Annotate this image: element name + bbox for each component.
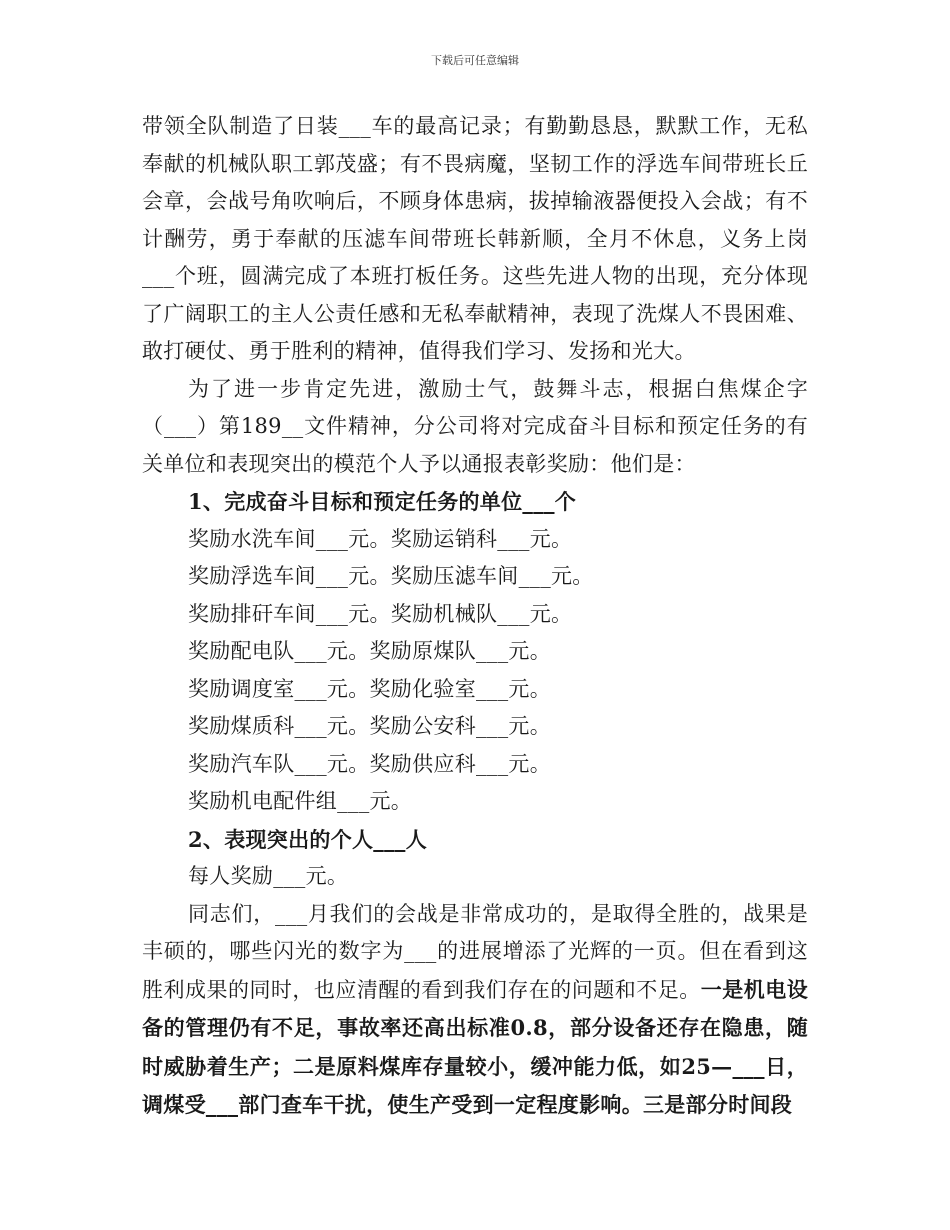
summary-issues-text: 一是机电设备的管理仍有不足，事故率还高出标准0.8，部分设备还存在隐患，随时威胁着生产；二是原料煤库存量较小，缓冲能力低，如25—___日，调煤受___部门查车干扰，使生产受到一定程度影响。三是部分时间段 — [142, 976, 808, 1117]
paragraph-advanced-individuals: 带领全队制造了日装___车的最高记录；有勤勤恳恳，默默工作，无私奉献的机械队职工郭茂盛；有不畏病魔，坚韧工作的浮选车间带班长丘会章，会战号角吹响后，不顾身体患病，拔掉输液器便投入会战；有不计酬劳，勇于奉献的压滤车间带班长韩新顺，全月不休息，义务上岗___个班，圆满完成了本班打板任务。这些先进人物的出现，充分体现了广阔职工的主人公责任感和无私奉献精神，表现了洗煤人不畏困难、敢打硬仗、勇于胜利的精神，值得我们学习、发扬和光大。 — [142, 114, 808, 363]
section-heading-individuals: 2、表现突出的个人___人 — [188, 826, 428, 852]
reward-line-individual: 每人奖励___元。 — [188, 864, 349, 888]
document-body — [142, 108, 808, 1125]
reward-line: 奖励排矸车间___元。奖励机械队___元。 — [188, 601, 573, 626]
reward-line: 奖励汽车队___元。奖励供应科___元。 — [188, 751, 551, 776]
reward-line: 奖励调度室___元。奖励化验室___元。 — [188, 676, 551, 701]
reward-line: 奖励机电配件组___元。 — [188, 789, 413, 813]
reward-line: 奖励浮选车间___元。奖励压滤车间___元。 — [188, 564, 594, 588]
reward-line: 奖励煤质科___元。奖励公安科___元。 — [188, 714, 551, 738]
reward-line: 奖励配电队___元。奖励原煤队___元。 — [188, 639, 551, 663]
page-header: 下载后可任意编辑 — [431, 54, 519, 67]
paragraph-summary — [142, 896, 808, 1125]
reward-line: 奖励水洗车间___元。奖励运销科___元。 — [188, 526, 573, 551]
paragraph-commendation-intro: 为了进一步肯定先进，激励士气，鼓舞斗志，根据白焦煤企字（___）第189__文件精神，分公司将对完成奋斗目标和预定任务的有关单位和表现突出的模范个人予以通报表彰奖励：他们是： — [142, 376, 808, 476]
summary-normal-text: 同志们，___月我们的会战是非常成功的，是取得全胜的，战果是丰硕的，哪些闪光的数字为___的进展增添了光辉的一页。但在看到这胜利成果的同时，也应清醒的看到我们存在的问题和不足。 — [142, 901, 808, 1002]
section-heading-units: 1、完成奋斗目标和预定任务的单位___个 — [188, 489, 577, 514]
